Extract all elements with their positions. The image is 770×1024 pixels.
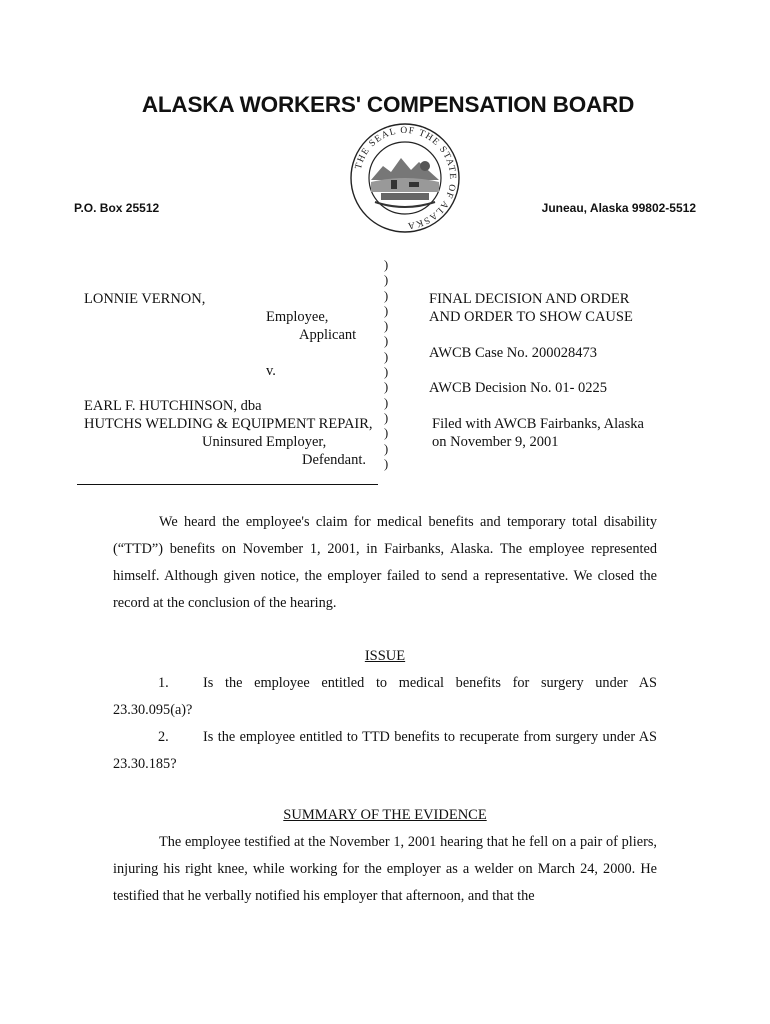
- paren: ): [384, 319, 389, 334]
- paren: ): [384, 410, 389, 425]
- paren: ): [384, 456, 389, 471]
- issue-number: 2.: [158, 729, 169, 745]
- paren: ): [384, 349, 389, 364]
- employer-name: EARL F. HUTCHINSON, dba: [84, 398, 262, 414]
- employer-business: HUTCHS WELDING & EQUIPMENT REPAIR,: [84, 416, 373, 432]
- filed-line2: on November 9, 2001: [432, 434, 559, 450]
- issue-number: 1.: [158, 675, 169, 691]
- state-seal-icon: [349, 122, 461, 234]
- employee-name: LONNIE VERNON,: [84, 291, 206, 307]
- city-address: Juneau, Alaska 99802-5512: [541, 201, 696, 215]
- decision-title-line2: AND ORDER TO SHOW CAUSE: [429, 309, 633, 325]
- case-number: AWCB Case No. 200028473: [429, 345, 597, 361]
- issue-text: Is the employee entitled to TTD benefits to recuperate from surgery under AS 23.30.185?: [113, 729, 657, 772]
- filed-line1: Filed with AWCB Fairbanks, Alaska: [432, 416, 644, 432]
- paren: ): [384, 380, 389, 395]
- paren: ): [384, 441, 389, 456]
- issue-heading: ISSUE: [364, 648, 406, 664]
- employee-role: Employee,: [266, 309, 329, 325]
- paren: ): [384, 365, 389, 380]
- versus: v.: [266, 363, 276, 379]
- paren: ): [384, 334, 389, 349]
- employer-role: Uninsured Employer,: [202, 434, 327, 450]
- paren: ): [384, 273, 389, 288]
- employee-role-applicant: Applicant: [299, 327, 357, 343]
- decision-number: AWCB Decision No. 01- 0225: [429, 380, 608, 396]
- decision-title-line1: FINAL DECISION AND ORDER: [429, 291, 630, 307]
- board-title: ALASKA WORKERS' COMPENSATION BOARD: [141, 92, 635, 117]
- paren: ): [384, 395, 389, 410]
- paren: ): [384, 303, 389, 318]
- paren: ): [384, 288, 389, 303]
- employer-role-defendant: Defendant.: [302, 452, 367, 468]
- issue-text: Is the employee entitled to medical benefits for surgery under AS 23.30.095(a)?: [113, 675, 657, 718]
- svg-text:THE SEAL OF THE STATE OF ALASK: THE SEAL OF THE STATE OF ALASKA: [353, 125, 458, 231]
- issue-item: [113, 670, 657, 724]
- summary-paragraph: The employee testified at the November 1, 2001 hearing that he fell on a pair of pliers, injuring his right knee, while working for the employer as a welder on March 24, 2000. He testified that he verbally notified his employer that afternoon, and that the: [113, 834, 657, 904]
- paren: ): [384, 258, 389, 272]
- caption-rule: [77, 484, 378, 485]
- issue-item: [113, 724, 657, 778]
- paren: ): [384, 426, 389, 441]
- caption-divider: [384, 258, 388, 472]
- summary-heading: SUMMARY OF THE EVIDENCE: [283, 807, 487, 823]
- intro-paragraph: We heard the employee's claim for medical benefits and temporary total disability (“TTD”) benefits on November 1, 2001, in Fairbanks, Alaska. The employee represented himself. Although given notice, the employer failed to send a representative. We closed the record at the conclusion of the hearing.: [113, 514, 657, 611]
- po-box: P.O. Box 25512: [74, 201, 160, 215]
